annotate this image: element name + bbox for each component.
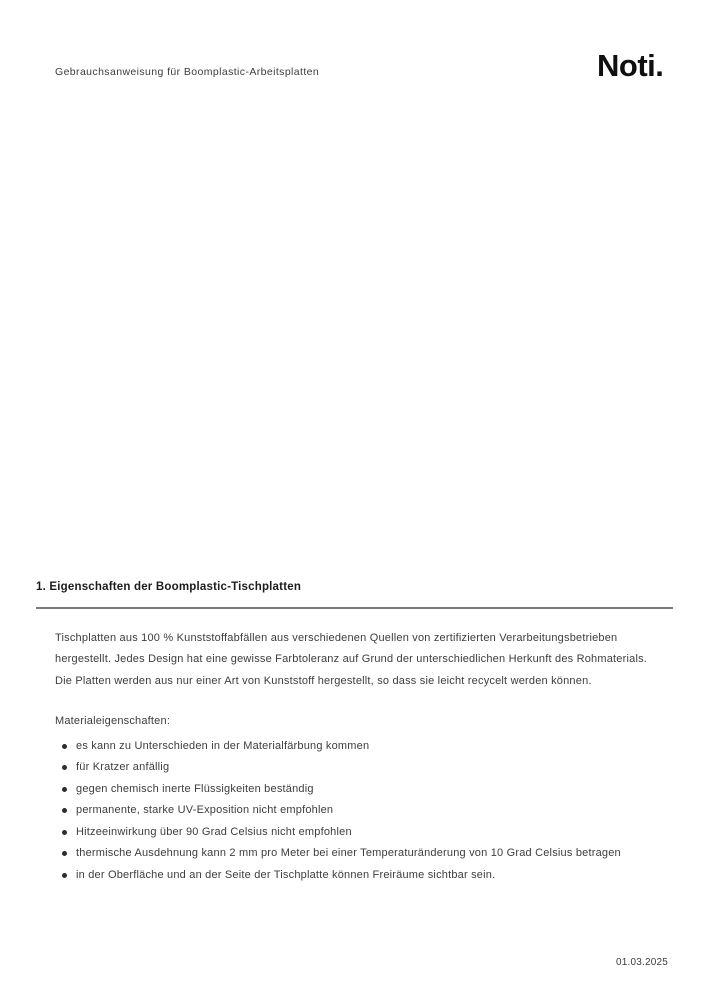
- list-item: [55, 736, 621, 757]
- list-item-text: in der Oberfläche und an der Seite der Tischplatte können Freiräume sichtbar sein.: [76, 868, 496, 881]
- material-properties-title: Materialeigenschaften:: [55, 715, 171, 727]
- list-item-text: permanente, starke UV-Exposition nicht empfohlen: [76, 804, 334, 817]
- noti-logo: Noti.: [597, 48, 664, 83]
- bullet-icon: [62, 765, 67, 770]
- document-date: 01.03.2025: [615, 957, 668, 968]
- intro-paragraph: [55, 628, 647, 692]
- material-properties-list: [55, 736, 621, 886]
- bullet-icon: [62, 873, 67, 878]
- intro-line: Die Platten werden aus nur einer Art von Kunststoff hergestellt, so dass sie leicht recycelt werden können.: [55, 674, 592, 687]
- bullet-icon: [62, 808, 67, 813]
- list-item-text: gegen chemisch inerte Flüssigkeiten beständig: [76, 782, 314, 795]
- list-item: [55, 865, 621, 886]
- bullet-icon: [62, 787, 67, 792]
- list-item: [55, 779, 621, 800]
- list-item-text: Hitzeeinwirkung über 90 Grad Celsius nicht empfohlen: [76, 825, 352, 838]
- list-item: [55, 757, 621, 778]
- section-heading: 1. Eigenschaften der Boomplastic-Tischplatten: [36, 581, 302, 593]
- document-title: Gebrauchsanweisung für Boomplastic-Arbeitsplatten: [55, 66, 320, 78]
- intro-line: hergestellt. Jedes Design hat eine gewisse Farbtoleranz auf Grund der unterschiedlichen Herkunft des Rohmaterials.: [55, 653, 648, 666]
- list-item: [55, 822, 621, 843]
- list-item: [55, 800, 621, 821]
- bullet-icon: [62, 830, 67, 835]
- list-item-text: thermische Ausdehnung kann 2 mm pro Meter bei einer Temperaturänderung von 10 Grad Celsius betragen: [76, 847, 621, 860]
- section-divider: [36, 607, 673, 609]
- bullet-icon: [62, 851, 67, 856]
- list-item: [55, 843, 621, 864]
- intro-line: Tischplatten aus 100 % Kunststoffabfällen aus verschiedenen Quellen von zertifizierten Verarbeitungsbetrieben: [55, 632, 618, 644]
- list-item-text: für Kratzer anfällig: [76, 761, 170, 774]
- list-item-text: es kann zu Unterschieden in der Materialfärbung kommen: [76, 740, 370, 752]
- bullet-icon: [62, 744, 67, 749]
